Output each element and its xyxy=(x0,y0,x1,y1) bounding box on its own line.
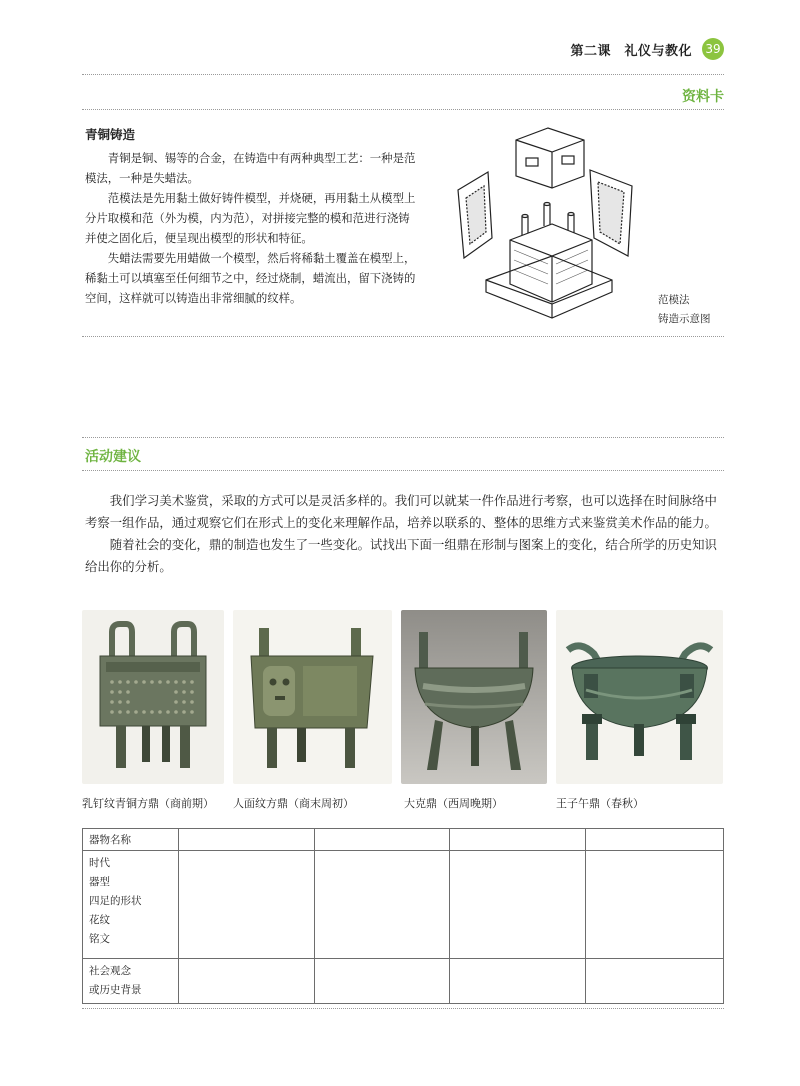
divider-dotted xyxy=(82,74,724,75)
table-cell-blank[interactable] xyxy=(178,959,314,1004)
page-header xyxy=(570,38,724,60)
table-cell-blank[interactable] xyxy=(586,829,724,851)
divider-dotted xyxy=(82,470,724,471)
photo-caption-2: 人面纹方鼎（商末周初） xyxy=(233,797,354,810)
table-cell-blank[interactable] xyxy=(586,851,724,959)
table-row xyxy=(83,829,724,851)
row-label: 时代 器型 四足的形状 花纹 铭文 xyxy=(83,851,179,959)
ding-photo-3 xyxy=(401,610,547,784)
activity-paragraph: 随着社会的变化，鼎的制造也发生了一些变化。试找出下面一组鼎在形制与图案上的变化，结合所学的历史知识给出你的分析。 xyxy=(85,537,717,574)
activity-text xyxy=(85,490,725,578)
table-row xyxy=(83,851,724,959)
info-card-heading: 青铜铸造 xyxy=(85,127,136,142)
activity-paragraph: 我们学习美术鉴赏，采取的方式可以是灵活多样的。我们可以就某一件作品进行考察，也可以选择在时间脉络中考察一组作品，通过观察它们在形式上的变化来理解作品，培养以联系的、整体的思维方式来鉴赏美术作品的能力。 xyxy=(85,493,717,530)
table-cell-blank[interactable] xyxy=(450,959,586,1004)
divider-dotted xyxy=(82,437,724,438)
activity-title: 活动建议 xyxy=(85,449,141,465)
row-label: 器物名称 xyxy=(83,829,179,851)
photo-caption-4: 王子午鼎（春秋） xyxy=(556,797,644,810)
table-row xyxy=(83,959,724,1004)
photo-caption-1: 乳钉纹青铜方鼎（商前期） xyxy=(82,797,214,810)
info-card-text xyxy=(85,148,417,308)
divider-dotted xyxy=(82,109,724,110)
round-ding-image xyxy=(401,610,547,784)
ding-photo-1 xyxy=(82,610,224,784)
ding-photo-2 xyxy=(233,610,392,784)
diagram-caption: 铸造示意图 xyxy=(658,313,711,325)
face-ding-image xyxy=(233,610,392,784)
table-cell-blank[interactable] xyxy=(178,829,314,851)
table-cell-blank[interactable] xyxy=(178,851,314,959)
photo-caption-3: 大克鼎（西周晚期） xyxy=(404,797,503,810)
lesson-title: 第二课 礼仪与教化 xyxy=(570,43,692,59)
square-ding-image xyxy=(82,610,224,784)
casting-mold-diagram xyxy=(452,120,640,320)
table-cell-blank[interactable] xyxy=(314,851,450,959)
wangziwu-ding-image xyxy=(556,610,723,784)
info-card-title: 资料卡 xyxy=(682,89,724,105)
info-paragraph: 失蜡法需要先用蜡做一个模型，然后将稀黏土覆盖在模型上，稀黏土可以填塞至任何细节之中，经过烧制，蜡流出，留下浇铸的空间，这样就可以铸造出非常细腻的纹样。 xyxy=(85,251,416,305)
page-number-badge: 39 xyxy=(702,38,724,60)
table-cell-blank[interactable] xyxy=(450,829,586,851)
table-cell-blank[interactable] xyxy=(314,829,450,851)
table-cell-blank[interactable] xyxy=(586,959,724,1004)
info-paragraph: 青铜是铜、锡等的合金，在铸造中有两种典型工艺：一种是范模法，一种是失蜡法。 xyxy=(85,151,416,185)
table-cell-blank[interactable] xyxy=(450,851,586,959)
info-paragraph: 范模法是先用黏土做好铸件模型，并烧硬，再用黏土从模型上分片取模和范（外为模，内为范），对拼接完整的模和范进行浇铸并使之固化后，便呈现出模型的形状和特征。 xyxy=(85,191,416,245)
divider-dotted xyxy=(82,336,724,337)
divider-dotted xyxy=(82,1008,724,1009)
row-label: 社会观念 或历史背景 xyxy=(83,959,179,1004)
diagram-caption: 范模法 xyxy=(658,294,690,306)
analysis-table xyxy=(82,828,724,1004)
table-cell-blank[interactable] xyxy=(314,959,450,1004)
ding-photo-4 xyxy=(556,610,723,784)
